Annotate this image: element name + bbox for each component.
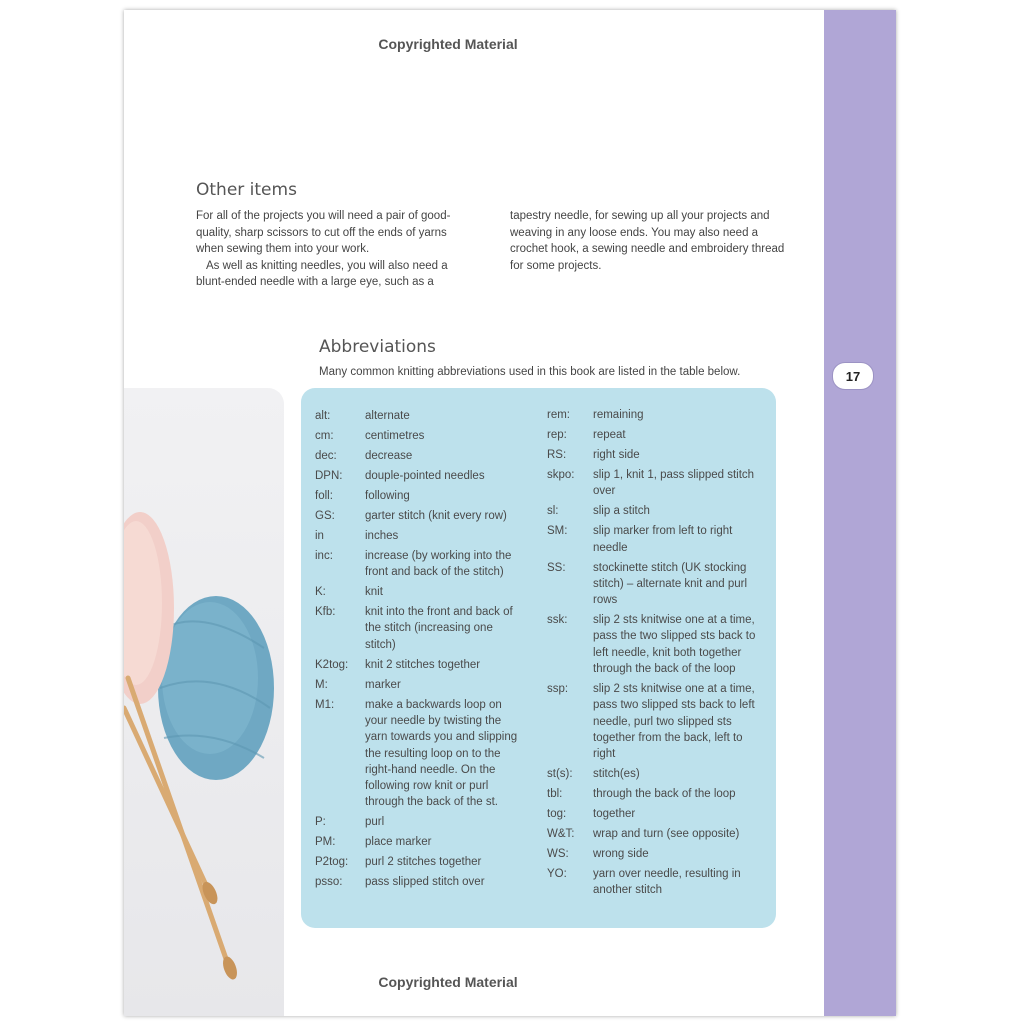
abbreviation-definition: centimetres (365, 429, 425, 442)
abbreviation-term: in (315, 529, 324, 542)
abbreviation-term: rem: (547, 409, 570, 421)
abbreviation-definition: douple-pointed needles (365, 469, 485, 482)
yarn-photo (124, 388, 284, 1016)
abbreviation-row (547, 681, 757, 762)
abbreviation-term: M1: (315, 698, 335, 711)
abbreviation-term: RS: (547, 448, 567, 461)
abbreviation-definition: slip 2 sts knitwise one at a time, pass two slipped sts back to left needle, purl two slipped sts together from the back, left to right (593, 682, 755, 761)
abbreviation-term: DPN: (315, 469, 343, 482)
abbreviation-row (315, 528, 525, 544)
abbreviation-term: cm: (315, 429, 334, 442)
abbreviation-row (315, 874, 525, 890)
abbreviation-term: ssk: (547, 614, 568, 627)
abbreviation-definition: knit into the front and back of the stitch (increasing one stitch) (365, 606, 513, 651)
abbreviation-row (315, 428, 525, 444)
abbreviation-definition: knit (365, 586, 383, 599)
abbreviation-term: tog: (547, 808, 567, 821)
book-page (124, 10, 896, 1016)
abbreviation-definition: repeat (593, 428, 626, 441)
abbreviation-definition: following (365, 489, 410, 502)
abbreviation-definition: slip 2 sts knitwise one at a time, pass the two slipped sts back to left needle, knit both together through the back of the loop (593, 614, 756, 675)
abbreviation-row (315, 408, 525, 424)
abbreviation-definition: inches (365, 529, 399, 542)
abbreviation-row (547, 866, 757, 899)
abbreviation-term: psso: (315, 876, 343, 889)
abbreviation-term: W&T: (547, 828, 575, 841)
abbreviation-row (547, 806, 757, 822)
abbreviation-row (315, 508, 525, 524)
abbreviations-heading: Abbreviations (319, 337, 436, 357)
other-items-column-1 (196, 208, 466, 291)
abbreviation-row (547, 407, 757, 423)
abbreviation-term: WS: (547, 848, 569, 861)
purple-side-strip (824, 10, 896, 1016)
abbreviation-row (315, 488, 525, 504)
abbreviation-definition: alternate (365, 410, 410, 422)
abbreviation-definition: garter stitch (knit every row) (365, 509, 507, 522)
abbreviation-row (547, 612, 757, 677)
abbreviation-row (547, 826, 757, 842)
abbreviation-row (547, 523, 757, 556)
yarn-and-needles-illustration (124, 388, 284, 1016)
abbreviation-definition: make a backwards loop on your needle by twisting the yarn towards you and slipping the resulting loop on to the right-hand needle. On the following row knit or purl through the back of the st. (365, 698, 518, 809)
abbreviation-row (315, 834, 525, 850)
abbreviation-row (315, 677, 525, 693)
page-number-badge: 17 (832, 362, 874, 390)
abbreviation-definition: slip a stitch (593, 505, 650, 518)
abbreviation-definition: stockinette stitch (UK stocking stitch) – alternate knit and purl rows (593, 561, 748, 607)
other-items-paragraph-1: For all of the projects you will need a pair of good-quality, sharp scissors to cut off the ends of yarns when sewing them into your work. (196, 210, 451, 255)
abbreviation-row (547, 427, 757, 443)
other-items-paragraph-3: tapestry needle, for sewing up all your projects and weaving in any loose ends. You may also need a crochet hook, a sewing needle and embroidery thread for some projects. (510, 210, 785, 272)
abbreviation-definition: knit 2 stitches together (365, 658, 481, 671)
abbreviation-term: st(s): (547, 768, 573, 781)
abbreviation-term: YO: (547, 868, 567, 881)
abbreviation-definition: through the back of the loop (593, 788, 736, 801)
abbreviation-term: alt: (315, 410, 331, 422)
abbreviation-term: sl: (547, 505, 559, 518)
abbreviations-right-column (547, 407, 757, 902)
abbreviation-term: ssp: (547, 682, 569, 695)
watermark-top: Copyrighted Material (378, 36, 518, 52)
abbreviation-row (547, 766, 757, 782)
abbreviations-table (301, 388, 776, 928)
abbreviation-row (315, 814, 525, 830)
abbreviation-definition: remaining (593, 409, 644, 421)
abbreviation-row (547, 467, 757, 500)
abbreviation-term: skpo: (547, 468, 575, 481)
abbreviation-definition: yarn over needle, resulting in another stitch (593, 868, 741, 897)
abbreviation-definition: wrong side (593, 848, 649, 861)
abbreviation-row (315, 468, 525, 484)
abbreviation-definition: slip 1, knit 1, pass slipped stitch over (593, 468, 755, 498)
abbreviation-term: K2tog: (315, 658, 349, 671)
abbreviation-term: SM: (547, 525, 568, 538)
abbreviation-term: K: (315, 586, 326, 599)
abbreviation-row (315, 604, 525, 653)
abbreviation-row (315, 697, 525, 811)
abbreviation-row (547, 846, 757, 862)
abbreviation-term: rep: (547, 428, 567, 441)
abbreviation-definition: marker (365, 678, 401, 691)
abbreviation-row (315, 548, 525, 581)
abbreviation-term: PM: (315, 836, 336, 849)
abbreviation-definition: slip marker from left to right needle (593, 525, 733, 554)
abbreviation-definition: purl (365, 816, 385, 829)
abbreviation-definition: right side (593, 448, 640, 461)
abbreviation-row (315, 854, 525, 870)
abbreviation-definition: increase (by working into the front and back of the stitch) (365, 549, 512, 579)
abbreviation-definition: together (593, 808, 636, 821)
abbreviation-term: dec: (315, 449, 337, 462)
abbreviation-term: M: (315, 678, 328, 691)
abbreviation-term: P2tog: (315, 856, 349, 869)
abbreviation-definition: decrease (365, 449, 413, 462)
abbreviation-term: P: (315, 816, 326, 829)
watermark-bottom: Copyrighted Material (378, 974, 518, 990)
abbreviations-intro: Many common knitting abbreviations used in this book are listed in the table below. (319, 366, 741, 378)
abbreviation-row (547, 786, 757, 802)
abbreviation-definition: pass slipped stitch over (365, 876, 485, 889)
abbreviation-definition: stitch(es) (593, 768, 640, 781)
abbreviations-left-column (315, 408, 525, 894)
other-items-column-2 (510, 208, 790, 274)
abbreviation-definition: wrap and turn (see opposite) (593, 828, 740, 841)
abbreviation-term: inc: (315, 549, 333, 562)
abbreviation-row (547, 560, 757, 609)
abbreviation-term: Kfb: (315, 606, 336, 619)
abbreviation-term: foll: (315, 489, 333, 502)
abbreviation-row (315, 448, 525, 464)
abbreviation-row (315, 657, 525, 673)
abbreviation-row (547, 503, 757, 519)
other-items-paragraph-2: As well as knitting needles, you will also need a blunt-ended needle with a large eye, such as a (196, 259, 448, 288)
abbreviation-definition: purl 2 stitches together (365, 856, 482, 869)
abbreviation-definition: place marker (365, 836, 432, 849)
abbreviation-term: GS: (315, 509, 335, 522)
abbreviation-row (547, 447, 757, 463)
abbreviation-term: tbl: (547, 788, 563, 801)
abbreviation-row (315, 584, 525, 600)
other-items-heading: Other items (196, 180, 297, 200)
abbreviation-term: SS: (547, 561, 566, 574)
